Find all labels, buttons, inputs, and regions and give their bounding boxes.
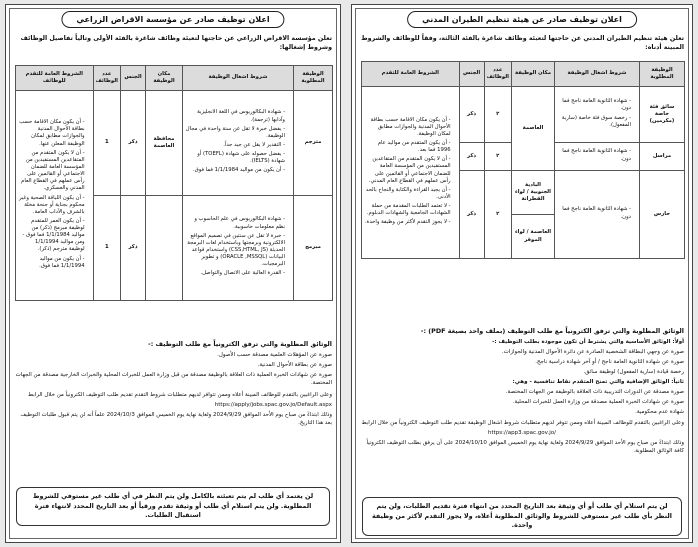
count-cell: 1 [93, 91, 120, 196]
general-conditions-cell [16, 91, 94, 301]
col-general: الشروط العامة للتقدم [362, 62, 460, 87]
conditions-cell [183, 196, 294, 301]
col-location: مكان الوظيفة [512, 62, 555, 87]
conditions-cell [555, 171, 640, 259]
condition-item: - شهادة الثانوية العامة ناجح فما دون. [557, 148, 631, 162]
general-item: - أن لا يكون المتقدم من المتقاعدين المستفيدين من المؤسسة العامة للضمان الاجتماعي أو القائمين على رأس عملهم في القطاع العام المدني والعسكري. [18, 150, 85, 193]
apply-link[interactable]: https://app3.spac.gov.jo/ [488, 430, 556, 436]
document-item: صورة عن بطاقة الأحوال المدنية. [257, 362, 332, 369]
documents-heading: الوثائق المطلوبة والتي ترفق الكترونياً مع طلب التوظيف (بملف واحد بصيغة PDF) :- [420, 327, 684, 335]
apply-link[interactable]: https://apply/jobs.spac.gov.jo/Default.aspx [214, 402, 332, 409]
condition-item: - شهادة البكالوريوس في اللغة الانجليزية وآدابها (ترجمة). [185, 109, 285, 123]
civil-aviation-ad [351, 4, 693, 543]
general-item: - لا يجوز التقدم لأكثر من وظيفة واحدة. [364, 219, 451, 226]
apply-text: وعلى الراغبين بالتقدم للوظائف المبينة أعلاه وممن تتوافر لديهم متطلبات شروط التقدم تقديم طلب التوظيف الكترونياً من خلال الرابط [28, 392, 332, 399]
col-gender: الجنس [121, 66, 146, 91]
condition-item: - رخصة سوق فئة خاصة (سارية المفعول). [557, 115, 631, 129]
table-row [16, 91, 333, 196]
col-job: الوظيفة المطلوبة [294, 66, 333, 91]
general-item: - أن لا يكون المتقدم من المتقاعدين المستفيدين من المؤسسة العامة للضمان الاجتماعي أو القائمين على رأس عملهم في القطاع العام المدني. [364, 156, 451, 185]
documents-heading: الوثائق المطلوبة والتي ترفق الكترونياً مع طلب التوظيف :- [148, 340, 332, 348]
document-item: صورة عن شهادة الثانوية العامة ناجح / أو آخر شهادة دراسية ناجح. [535, 359, 684, 366]
location-cell: العاصمة / لواء الموقر [512, 215, 555, 259]
notice-box: لن يعتمد أي طلب لم يتم تعبئته بالكامل ولن يتم النظر في أي طلب غير مستوفي للشروط المطلوبة. ولن يتم استلام أي طلب أو وثيقة تقدم ورقياً أو بعد التاريخ المحدد لانتهاء فترة استقبال الطلبات. [16, 487, 330, 526]
jobs-table [15, 65, 333, 301]
general-item: - أن يكون المتقدم من مواليد عام 1996 فما بعد. [364, 140, 451, 154]
general-item: - أن يكون من مواليد 1/1/1994 فما فوق. [18, 256, 85, 270]
general-conditions-cell [362, 87, 460, 259]
required-documents [14, 340, 332, 430]
documents-subheading: ثانياً: الوثائق الإضافية والتي تمنح المتقدم نقاط تنافسية - وهي: [512, 379, 684, 386]
general-item: - أن يكون اللياقة الصحية وغير محكوم بجناية أو جنحة مخلة بالشرف والآداب العامة. [18, 195, 85, 216]
ad-intro: تعلن هيئة تنظيم الطيران المدني عن حاجتها لتعبئة وظائف شاغرة بالفئة الثالثة، وفقاً للوظائف والشروط المبينة أدناه: [361, 35, 684, 51]
document-item: صورة عن شهادات الخبرة العملية مصدقة من وزارة العمل للخبرات المحلية. [512, 399, 684, 406]
agri-credit-ad [5, 4, 341, 543]
documents-subheading: أولاً: الوثائق الأساسية والتي يشترط أن تكون موجودة بطلب التوظيف :- [492, 339, 684, 346]
location-cell: محافظة العاصمة [146, 91, 183, 196]
document-item: صورة عن المؤهلات العلمية مصدقة حسب الأصول. [217, 352, 332, 359]
document-item: رخصة قيادة (سارية المفعول) لوظيفة سائق. [583, 369, 684, 376]
notice-box: لن يتم استلام أي طلب أو أي وثيقة بعد التاريخ المحدد من انتهاء فترة تقديم الطلبات، ولن يتم النظر بأي طلب غير مستوفي للشروط والوثائق المطلوبة أعلاه، ولا يجوز التقدم لأكثر من وظيفة واحدة. [362, 497, 682, 536]
condition-item: - شهادة الثانوية العامة ناجح فما دون. [557, 98, 631, 112]
col-gender: الجنس [459, 62, 484, 87]
condition-item: - التقدير لا يقل عن جيد جداً. [185, 142, 285, 149]
conditions-cell [555, 143, 640, 171]
condition-item: - القدرة العالية على الاتصال والتواصل. [185, 270, 285, 277]
gender-cell: ذكر [459, 171, 484, 259]
document-item: صورة عن شهادات الخبرة العملية ذات العلاقة بالوظيفة مصدقة من قبل وزارة العمل للخبرات المحلية والخبرات الخارجية مصدقة من الجهات المختصة. [15, 372, 332, 387]
job-title: مبرمج [294, 196, 333, 301]
condition-item: - يفضل حصوله على شهادة (TOEFL) أو شهادة (IELTS). [185, 151, 285, 165]
document-item: صورة عن وجهي البطاقة الشخصية الصادرة عن دائرة الأحوال المدنية والجوازات. [501, 349, 684, 356]
condition-item: - شهادة البكالوريوس في علم الحاسوب و نظم معلومات حاسوبية. [185, 216, 285, 230]
col-conditions: شروط اشغال الوظيفة [183, 66, 294, 91]
condition-item: - يفضل خبرة لا تقل عن سنة واحدة في مجال الوظيفة. [185, 126, 285, 140]
table-row [362, 87, 685, 143]
location-cell: العاصمة [512, 87, 555, 171]
gender-cell: ذكر [121, 91, 146, 196]
col-job: الوظيفة المطلوبة [640, 62, 685, 87]
conditions-cell [183, 91, 294, 196]
count-cell: ٢ [484, 87, 511, 143]
dates-text: وذلك ابتداءً من صباح يوم الأحد الموافق 2024/9/29 ولغاية نهاية يوم الخميس الموافق 2024/10/10 على أن يرفق بطلب التوظيف الكترونياً كافة الوثائق المطلوبة. [366, 439, 684, 454]
gender-cell: ذكر [459, 87, 484, 143]
count-cell: ٢ [484, 171, 511, 259]
col-general: الشروط العامة للتقدم للوظائف [16, 66, 94, 91]
ad-intro: تعلن مؤسسة الاقراض الزراعي عن حاجتها لتعبئة وظائف شاغرة بالفئة الأولى وتالياً تفاصيل الوظائف وشروط إشغالها: [20, 35, 332, 51]
condition-item: - خبرة لا تقل عن سنتين في تصميم المواقع الالكترونية وبرمجتها وباستخدام لغات البرمجة الحديثة (CSS,HTML, JS) واستخدام قواعد البيانات (ORACLE ,MSSQL) و تطوير البرمجيات. [185, 233, 285, 269]
general-item: - أن يكون مكان الاقامة حسب بطاقة الأحوال المدنية والجوازات مطابق لمكان الوظيفة المعلن عنها. [18, 119, 85, 148]
col-count: عدد الوظائف [484, 62, 511, 87]
apply-text: وعلى الراغبين بالتقدم للوظائف المبينة أعلاه وممن تتوفر لديهم متطلبات شروط اشغال الوظيفة تقديم طلب التوظيف الكترونياً من خلال الرابط [361, 420, 684, 427]
col-location: مكان الوظيفة [146, 66, 183, 91]
required-documents [360, 327, 684, 458]
document-item: صورة مصدقة عن الدورات التدريبية ذات العلاقة بالوظيفة من الجهات المختصة. [505, 389, 684, 396]
general-item: - أن يجيد القراءة والكتابة والنجاح بالحد الأدنى. [364, 187, 451, 201]
count-cell: 1 [93, 196, 120, 301]
location-cell [146, 196, 183, 301]
document-item: شهادة عدم محكومية. [635, 409, 684, 416]
location-cell: البادية الجنوبية / لواء القطرانة [512, 171, 555, 215]
dates-text: وذلك ابتداءً من صباح يوم الأحد الموافق 2024/9/29 ولغاية نهاية يوم الخميس الموافق 2024/10/3 علماً أنه لن يتم قبول طلبات التوظيف بعد هذا التاريخ. [20, 412, 332, 427]
gender-cell: ذكر [459, 143, 484, 171]
conditions-cell [555, 87, 640, 143]
jobs-table [361, 61, 685, 259]
job-title: حارس [640, 171, 685, 259]
gender-cell: ذكر [121, 196, 146, 301]
count-cell: ٢ [484, 143, 511, 171]
job-title: سائق فئة خاصة (مكرمين) [640, 87, 685, 143]
col-count: عدد الوظائف [93, 66, 120, 91]
condition-item: - أن يكون من مواليد 1/1/1984 فما فوق. [185, 167, 285, 174]
general-item: - لا تعتمد الطلبات المقدمة من حملة الشهادات الجامعية والشهادات الدبلوم. [364, 203, 451, 217]
ad-title: اعلان توظيف صادر عن مؤسسة الاقراض الزراعي [61, 11, 284, 28]
job-title: مترجم [294, 91, 333, 196]
ad-title: اعلان توظيف صادر عن هيئة تنظيم الطيران المدني [407, 11, 637, 28]
col-conditions: شروط اشغال الوظيفة [555, 62, 640, 87]
job-title: مراسل [640, 143, 685, 171]
condition-item: - شهادة الثانوية العامة ناجح فما دون. [557, 206, 631, 220]
general-item: - أن يكون العمر للمتقدم لوظيفة مبرمج (ذكر) من مواليد 1/1/1984 فما فوق - ومن مواليد 1/1/1994 لوظيفة مترجم (ذكر). [18, 218, 85, 254]
general-item: - أن يكون مكان الاقامة حسب بطاقة الأحوال المدنية والجوازات مطابق لمكان الوظيفة. [364, 117, 451, 138]
